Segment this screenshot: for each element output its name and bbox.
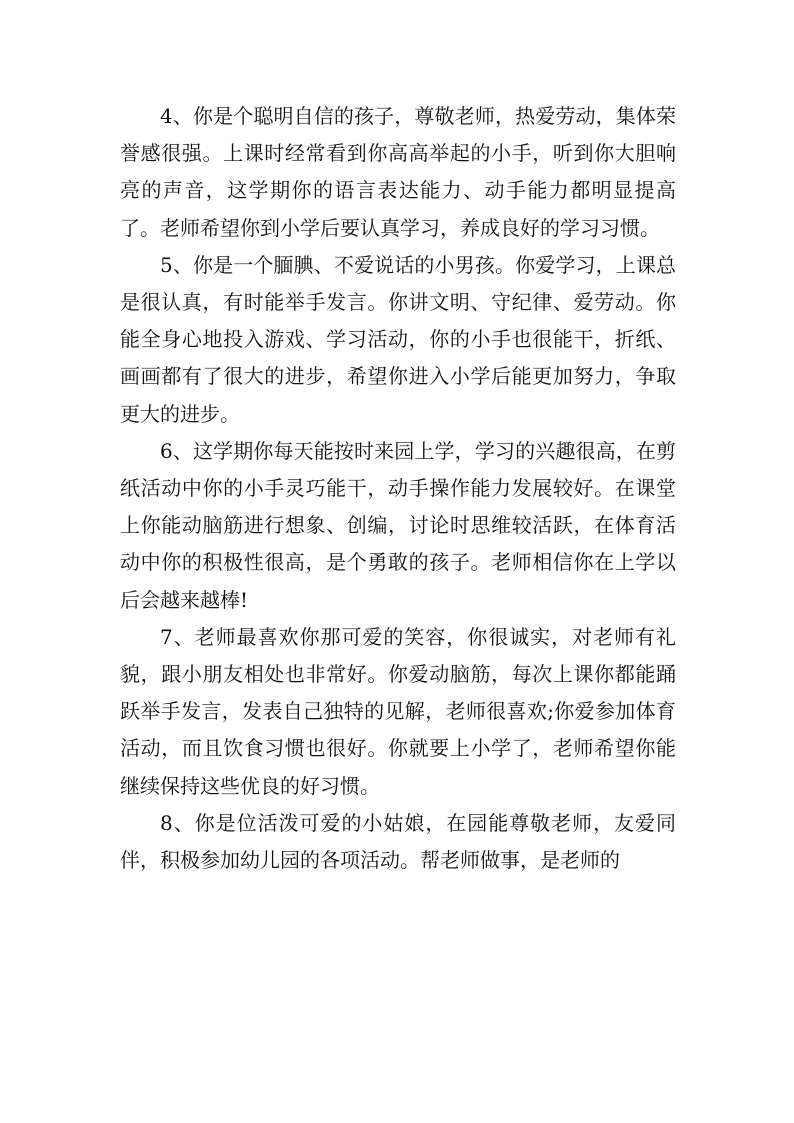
comment-paragraph-7: 7、老师最喜欢你那可爱的笑容，你很诚实，对老师有礼貌，跟小朋友相处也非常好。你爱动脑筋，每次上课你都能踊跃举手发言，发表自己独特的见解，老师很喜欢;你爱参加体育活动，而且饮食习惯也很好。你就要上小学了，老师希望你能继续保持这些优良的好习惯。 — [120, 624, 676, 798]
comment-paragraph-6: 6、这学期你每天能按时来园上学，学习的兴趣很高，在剪纸活动中你的小手灵巧能干，动手操作能力发展较好。在课堂上你能动脑筋进行想象、创编，讨论时思维较活跃，在体育活动中你的积极性很高，是个勇敢的孩子。老师相信你在上学以后会越来越棒! — [120, 438, 676, 612]
document-body — [120, 98, 676, 879]
comment-paragraph-8: 8、你是位活泼可爱的小姑娘，在园能尊敬老师，友爱同伴，积极参加幼儿园的各项活动。帮老师做事，是老师的 — [120, 810, 676, 873]
comment-paragraph-5: 5、你是一个腼腆、不爱说话的小男孩。你爱学习，上课总是很认真，有时能举手发言。你讲文明、守纪律、爱劳动。你能全身心地投入游戏、学习活动，你的小手也很能干，折纸、画画都有了很大的进步，希望你进入小学后能更加努力，争取更大的进步。 — [120, 252, 676, 426]
comment-paragraph-4: 4、你是个聪明自信的孩子，尊敬老师，热爱劳动，集体荣誉感很强。上课时经常看到你高高举起的小手，听到你大胆响亮的声音，这学期你的语言表达能力、动手能力都明显提高了。老师希望你到小学后要认真学习，养成良好的学习习惯。 — [120, 104, 676, 240]
